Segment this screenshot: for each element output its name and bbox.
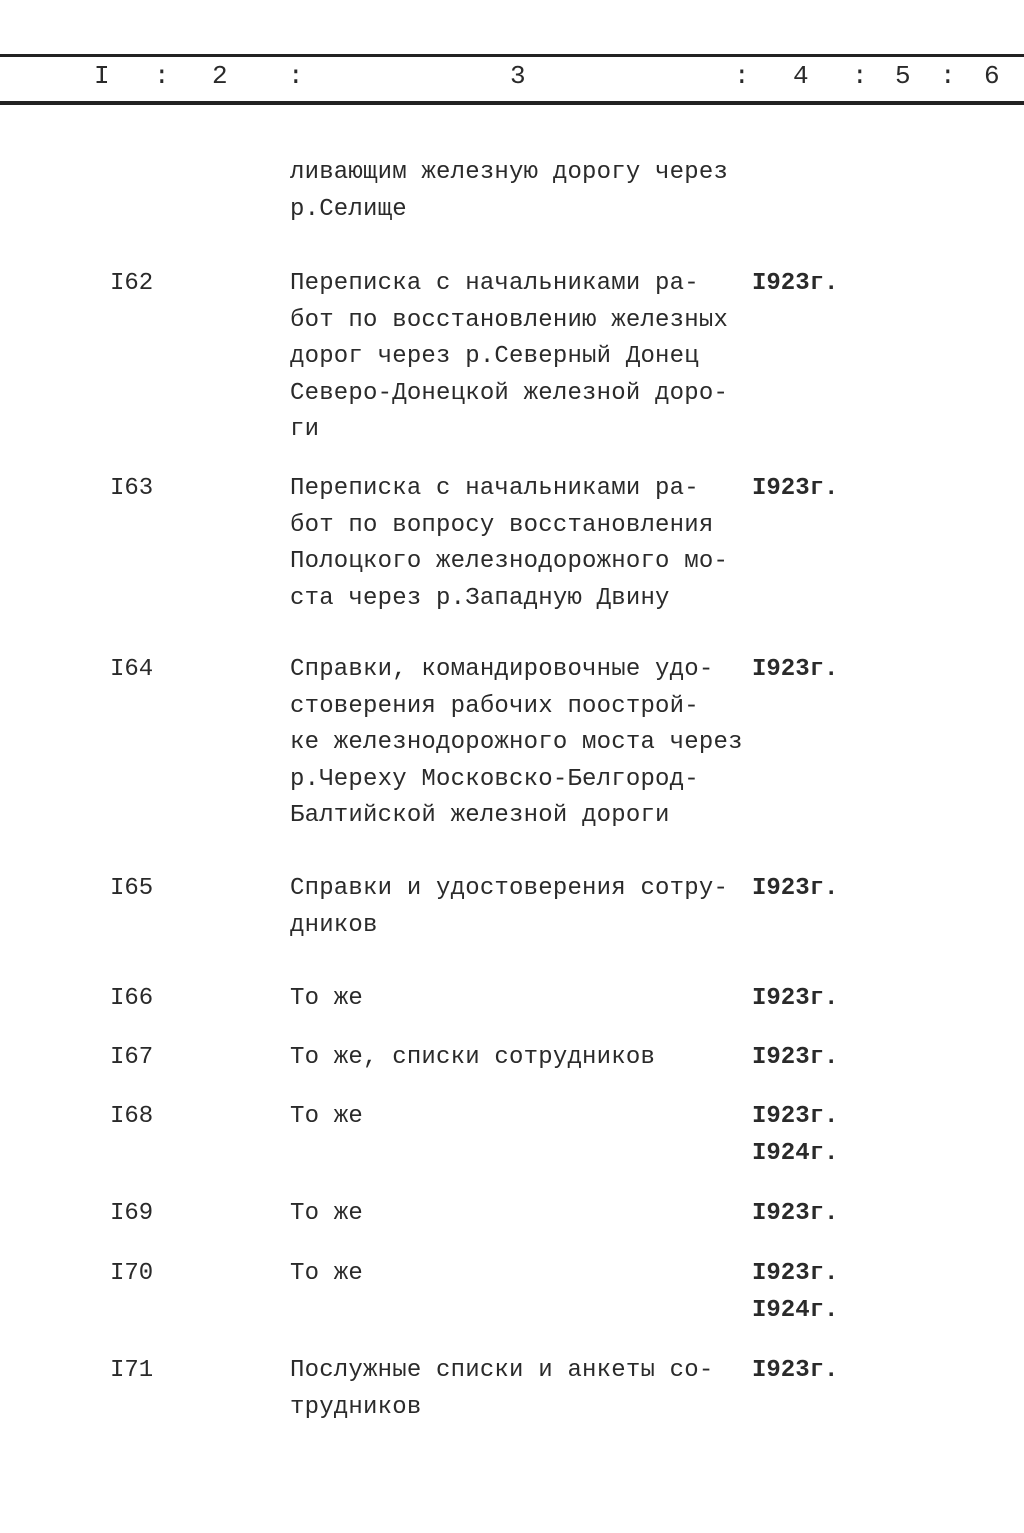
entry-dates	[752, 1040, 838, 1077]
entry-title-line: То же	[290, 1200, 364, 1227]
entry-title	[290, 1256, 760, 1293]
entry-dates	[752, 1256, 838, 1329]
entry-title-line: р.Череху Московско-Белгород-	[290, 765, 699, 793]
entry-title	[290, 471, 760, 617]
entry-number: I65	[110, 875, 154, 902]
column-1: I	[94, 61, 110, 91]
column-separator: :	[154, 61, 170, 91]
entry-number: I66	[110, 985, 154, 1012]
column-separator: :	[734, 61, 750, 91]
entry-title-line: То же, списки сотрудников	[290, 1044, 656, 1071]
entry-title-line: ливающим железную дорогу через	[290, 159, 729, 186]
entry-dates	[752, 266, 838, 303]
entry-title-line: стоверения рабочих поострой-	[290, 692, 699, 720]
entry-number: I69	[110, 1200, 154, 1227]
entry-title	[290, 266, 760, 449]
column-separator: :	[852, 61, 868, 91]
entry-title-line: Полоцкого железнодорожного мо-	[290, 548, 729, 575]
entry-title	[290, 871, 760, 944]
entry-title	[290, 155, 760, 228]
entry-dates	[752, 652, 838, 689]
entry-title-line: Северо-Донецкой железной доро-	[290, 379, 729, 407]
column-4: 4	[793, 61, 809, 91]
entry-title-line: То же	[290, 1103, 364, 1130]
entry-number: I68	[110, 1103, 154, 1130]
entry-title-line: ке железнодорожного моста через	[290, 729, 743, 756]
entry-year: I923г.	[752, 875, 839, 902]
header-bottom-rule	[0, 101, 1024, 105]
header-top-rule	[0, 54, 1024, 57]
entry-number: I63	[110, 475, 154, 502]
entry-title-line: Переписка с начальниками ра-	[290, 270, 699, 297]
entry-title-line: бот по вопросу восстановления	[290, 511, 714, 539]
entry-title-line: р.Селище	[290, 195, 407, 223]
entry-title	[290, 1353, 760, 1426]
entry-title-line: ги	[290, 416, 320, 443]
entry-title-line: Переписка с начальниками ра-	[290, 475, 699, 502]
column-separator: :	[288, 61, 304, 91]
entry-year: I923г.	[752, 1357, 839, 1384]
entry-year: I924г.	[752, 1296, 839, 1324]
entry-dates	[752, 1196, 838, 1233]
entry-title-line: Балтийской железной дороги	[290, 802, 670, 829]
entry-title-line: трудников	[290, 1393, 422, 1421]
entry-title-line: Послужные списки и анкеты со-	[290, 1357, 714, 1384]
column-separator: :	[940, 61, 956, 91]
entry-number: I67	[110, 1044, 154, 1071]
entry-year: I923г.	[752, 1200, 839, 1227]
entry-year: I923г.	[752, 1044, 839, 1071]
column-6: 6	[984, 61, 1000, 91]
entry-title-line: бот по восстановлению железных	[290, 306, 729, 334]
entry-year: I923г.	[752, 475, 839, 502]
entry-year: I923г.	[752, 1103, 839, 1130]
entry-year: I923г.	[752, 985, 839, 1012]
entry-number: I70	[110, 1260, 154, 1287]
entry-number: I62	[110, 270, 154, 297]
entry-title	[290, 1099, 760, 1136]
entry-dates	[752, 1353, 838, 1390]
column-5: 5	[895, 61, 911, 91]
entry-year: I923г.	[752, 1260, 839, 1287]
entry-number: I64	[110, 656, 154, 683]
entry-title-line: ста через р.Западную Двину	[290, 584, 670, 612]
entry-dates	[752, 471, 838, 508]
column-2: 2	[212, 61, 228, 91]
entry-title	[290, 1040, 760, 1077]
entry-dates	[752, 981, 838, 1018]
entry-title	[290, 981, 760, 1018]
entry-title-line: То же	[290, 985, 364, 1012]
entry-title-line: То же	[290, 1260, 364, 1287]
entry-title	[290, 652, 760, 835]
entry-year: I924г.	[752, 1139, 839, 1167]
entry-dates	[752, 1099, 838, 1172]
entry-dates	[752, 871, 838, 908]
entry-title-line: дников	[290, 911, 378, 939]
column-3: 3	[510, 61, 526, 91]
entry-title-line: Справки и удостоверения сотру-	[290, 875, 729, 902]
entry-year: I923г.	[752, 270, 839, 297]
entry-title	[290, 1196, 760, 1233]
entry-year: I923г.	[752, 656, 839, 683]
entry-title-line: дорог через р.Северный Донец	[290, 343, 699, 370]
entry-title-line: Справки, командировочные удо-	[290, 656, 714, 683]
entry-number: I71	[110, 1357, 154, 1384]
